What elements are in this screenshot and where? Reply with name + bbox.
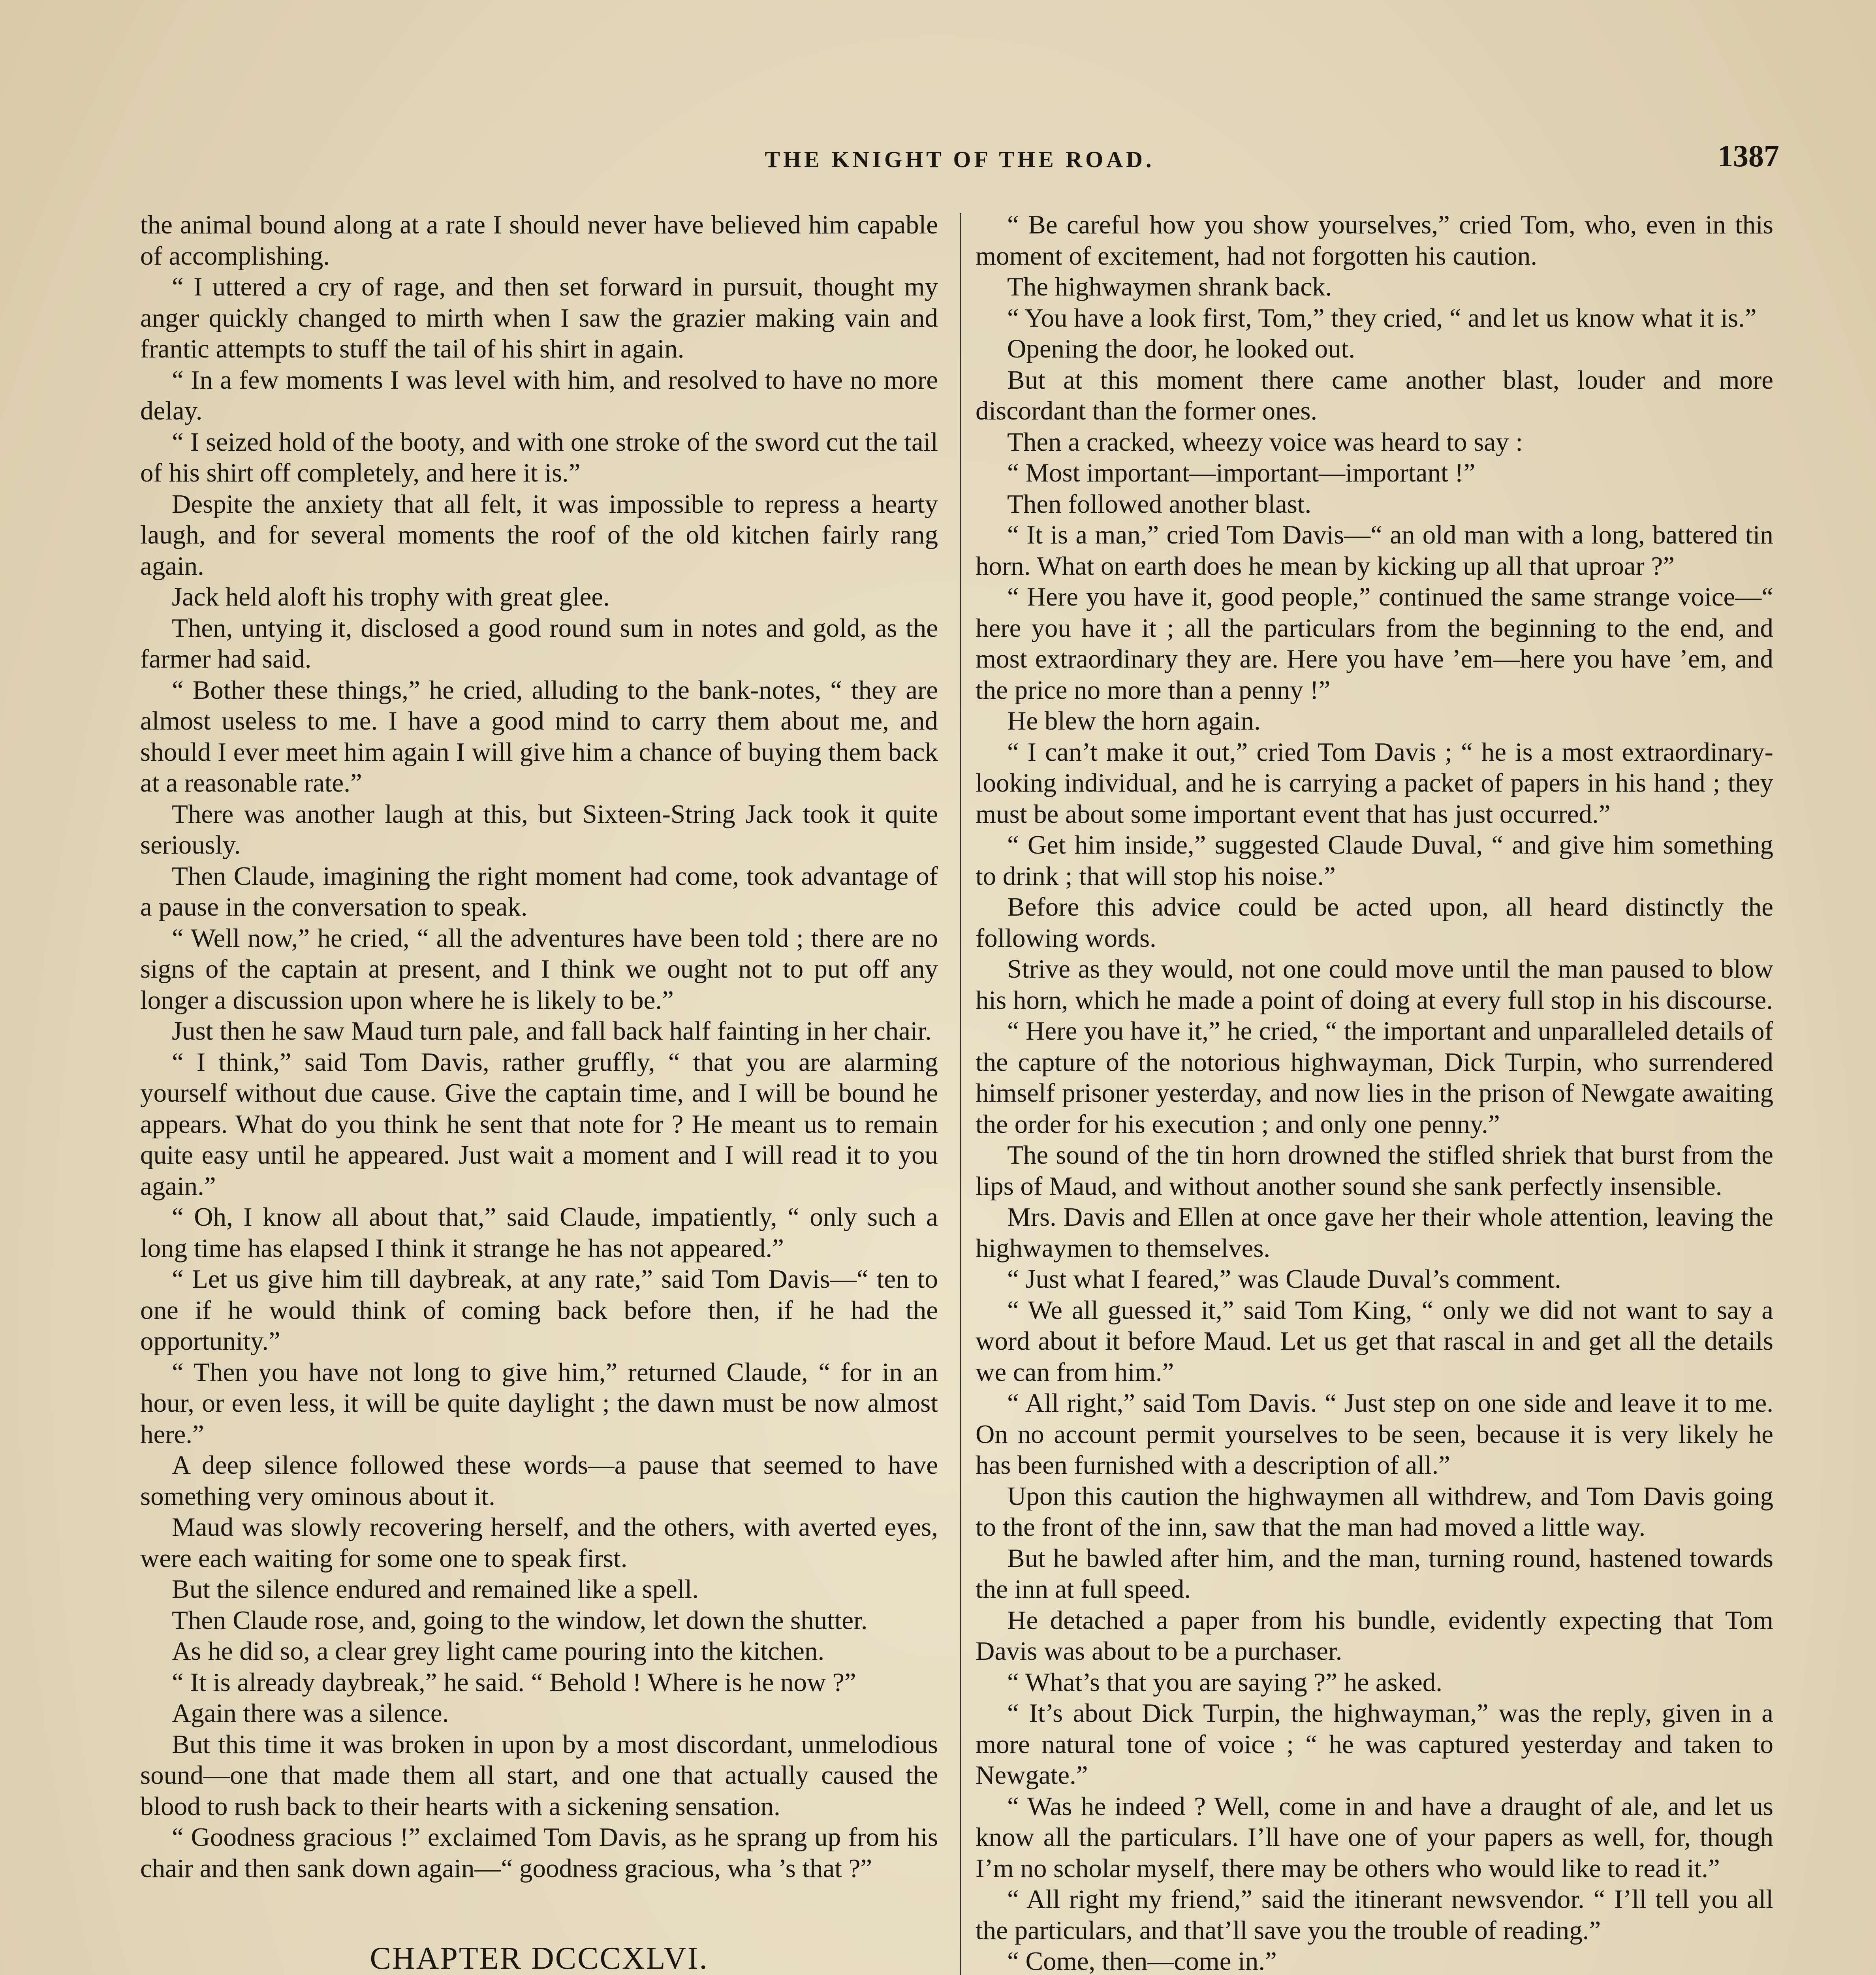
paragraph: “ I can’t make it out,” cried Tom Davis ; “ he is a most extraordinary-looking individual, and he is carrying a packet of papers in his hand ; they must be about some important event that has just occurred.” bbox=[976, 737, 1773, 829]
page-number: 1387 bbox=[1718, 139, 1779, 173]
paragraph: There was another laugh at this, but Sixteen-String Jack took it quite seriously. bbox=[140, 799, 938, 860]
paragraph: Before this advice could be acted upon, all heard distinctly the following words. bbox=[976, 892, 1773, 953]
paragraph: the animal bound along at a rate I should never have believed him capable of accomplishing. bbox=[140, 210, 938, 271]
paragraph: “ Be careful how you show yourselves,” cried Tom, who, even in this moment of excitement, had not forgotten his caution. bbox=[976, 210, 1773, 271]
paragraph: “ Was he indeed ? Well, come in and have a draught of ale, and let us know all the particulars. I’ll have one of your papers as well, for, though I’m no scholar myself, there may be others who would like to read it.” bbox=[976, 1791, 1773, 1883]
right-column bbox=[976, 209, 1773, 1975]
paragraph: The highwaymen shrank back. bbox=[1007, 272, 1332, 301]
paragraph: “ We all guessed it,” said Tom King, “ only we did not want to say a word about it before Maud. Let us get that rascal in and get all the details we can from him.” bbox=[976, 1295, 1773, 1387]
paragraph: “ Then you have not long to give him,” returned Claude, “ for in an hour, or even less, it will be quite daylight ; the dawn must be now almost here.” bbox=[140, 1357, 938, 1449]
paragraph: “ I seized hold of the booty, and with one stroke of the sword cut the tail of his shirt off completely, and here it is.” bbox=[140, 427, 938, 487]
paragraph: “ I uttered a cry of rage, and then set forward in pursuit, thought my anger quickly changed to mirth when I saw the grazier making vain and frantic attempts to stuff the tail of his shirt in again. bbox=[140, 272, 938, 363]
paragraph: Maud was slowly recovering herself, and the others, with averted eyes, were each waiting for some one to speak first. bbox=[140, 1512, 938, 1573]
paragraph: But the silence endured and remained like a spell. bbox=[172, 1574, 699, 1604]
paragraph: “ Most important—important—important !” bbox=[1007, 458, 1476, 487]
paragraph: “ Here you have it, good people,” continued the same strange voice—“ here you have it ; all the particulars from the beginning to the end, and most extraordinary they are. Here you have ’em—here you have ’em, and the price no more than a penny !” bbox=[976, 582, 1773, 705]
paragraph: “ Oh, I know all about that,” said Claude, impatiently, “ only such a long time has elapsed I think it strange he has not appeared.” bbox=[140, 1202, 938, 1263]
paragraph: But he bawled after him, and the man, turning round, hastened towards the inn at full speed. bbox=[976, 1543, 1773, 1604]
paragraph: Upon this caution the highwaymen all withdrew, and Tom Davis going to the front of the inn, saw that the man had moved a little way. bbox=[976, 1481, 1773, 1542]
left-column bbox=[140, 209, 938, 1975]
running-title: THE KNIGHT OF THE ROAD. bbox=[765, 147, 1155, 172]
paragraph: “ It’s about Dick Turpin, the highwayman,” was the reply, given in a more natural tone of voice ; “ he was captured yesterday and taken to Newgate.” bbox=[976, 1698, 1773, 1790]
paragraph: Jack held aloft his trophy with great glee. bbox=[172, 582, 610, 611]
paragraph: “ Get him inside,” suggested Claude Duval, “ and give him something to drink ; that will stop his noise.” bbox=[976, 830, 1773, 891]
paragraph: The sound of the tin horn drowned the stifled shriek that burst from the lips of Maud, and without another sound she sank perfectly insensible. bbox=[976, 1140, 1773, 1201]
running-head bbox=[140, 138, 1779, 182]
chapter-title: CHAPTER DCCCXLVI. bbox=[370, 1941, 709, 1975]
paragraph: Then a cracked, wheezy voice was heard to say : bbox=[1007, 427, 1523, 457]
paragraph: Mrs. Davis and Ellen at once gave her their whole attention, leaving the highwaymen to themselves. bbox=[976, 1202, 1773, 1263]
paragraph: A deep silence followed these words—a pause that seemed to have something very ominous about it. bbox=[140, 1450, 938, 1511]
paragraph: “ Just what I feared,” was Claude Duval’s comment. bbox=[1007, 1264, 1561, 1294]
paragraph: “ I think,” said Tom Davis, rather gruffly, “ that you are alarming yourself without due cause. Give the captain time, and I will be bound he appears. What do you think he sent that note for ? He meant us to remain quite easy until he appeared. Just wait a moment and I will read it to you again.” bbox=[140, 1047, 938, 1201]
column-divider bbox=[960, 213, 961, 1975]
paragraph: “ Well now,” he cried, “ all the adventures have been told ; there are no signs of the captain at present, and I think we ought not to put off any longer a discussion upon where he is likely to be.” bbox=[140, 923, 938, 1015]
paragraph: “ Bother these things,” he cried, alluding to the bank-notes, “ they are almost useless to me. I have a good mind to carry them about me, and should I ever meet him again I will give him a chance of buying them back at a reasonable rate.” bbox=[140, 675, 938, 798]
paragraph: Strive as they would, not one could move until the man paused to blow his horn, which he made a point of doing at every full stop in his discourse. bbox=[976, 954, 1773, 1015]
paragraph: But at this moment there came another blast, louder and more discordant than the former ones. bbox=[976, 365, 1773, 425]
paragraph: Then, untying it, disclosed a good round sum in notes and gold, as the farmer had said. bbox=[140, 613, 938, 673]
paragraph: He blew the horn again. bbox=[1007, 706, 1261, 735]
paragraph: “ You have a look first, Tom,” they cried, “ and let us know what it is.” bbox=[1007, 303, 1757, 333]
paragraph: Just then he saw Maud turn pale, and fall back half fainting in her chair. bbox=[172, 1016, 932, 1046]
paragraph: “ All right my friend,” said the itinerant newsvendor. “ I’ll tell you all the particulars, and that’ll save you the trouble of reading.” bbox=[976, 1885, 1773, 1945]
paragraph: “ In a few moments I was level with him, and resolved to have no more delay. bbox=[140, 365, 938, 425]
paragraph: Then followed another blast. bbox=[1007, 489, 1312, 519]
paragraph: “ What’s that you are saying ?” he asked. bbox=[1007, 1667, 1442, 1697]
paragraph: “ Come, then—come in.” bbox=[1007, 1947, 1277, 1975]
paragraph: “ Goodness gracious !” exclaimed Tom Davis, as he sprang up from his chair and then sank down again—“ goodness gracious, wha ’s that ?” bbox=[140, 1823, 938, 1883]
paragraph: Then Claude, imagining the right moment had come, took advantage of a pause in the conversation to speak. bbox=[140, 861, 938, 922]
paragraph: “ It is a man,” cried Tom Davis—“ an old man with a long, battered tin horn. What on earth does he mean by kicking up all that uproar ?” bbox=[976, 520, 1773, 581]
paragraph: Opening the door, he looked out. bbox=[1007, 334, 1355, 363]
paragraph: “ Let us give him till daybreak, at any rate,” said Tom Davis—“ ten to one if he would think of coming back before then, if he had the opportunity.” bbox=[140, 1264, 938, 1356]
paragraph: But this time it was broken in upon by a most discordant, unmelodious sound—one that made them all start, and one that actually caused the blood to rush back to their hearts with a sickening sensation. bbox=[140, 1729, 938, 1821]
paragraph: “ All right,” said Tom Davis. “ Just step on one side and leave it to me. On no account permit yourselves to be seen, because it is very likely he has been furnished with a description of all.” bbox=[976, 1388, 1773, 1480]
paragraph: Despite the anxiety that all felt, it was impossible to repress a hearty laugh, and for several moments the roof of the old kitchen fairly rang again. bbox=[140, 489, 938, 581]
paragraph: “ Here you have it,” he cried, “ the important and unparalleled details of the capture of the notorious highwayman, Dick Turpin, who surrendered himself prisoner yesterday, and now lies in the prison of Newgate awaiting the order for his execution ; and only one penny.” bbox=[976, 1016, 1773, 1139]
paragraph: “ It is already daybreak,” he said. “ Behold ! Where is he now ?” bbox=[172, 1667, 856, 1697]
paragraph: He detached a paper from his bundle, evidently expecting that Tom Davis was about to be a purchaser. bbox=[976, 1605, 1773, 1666]
paragraph: Again there was a silence. bbox=[172, 1698, 449, 1728]
paragraph: Then Claude rose, and, going to the window, let down the shutter. bbox=[172, 1605, 868, 1635]
paragraph: As he did so, a clear grey light came pouring into the kitchen. bbox=[172, 1636, 825, 1666]
